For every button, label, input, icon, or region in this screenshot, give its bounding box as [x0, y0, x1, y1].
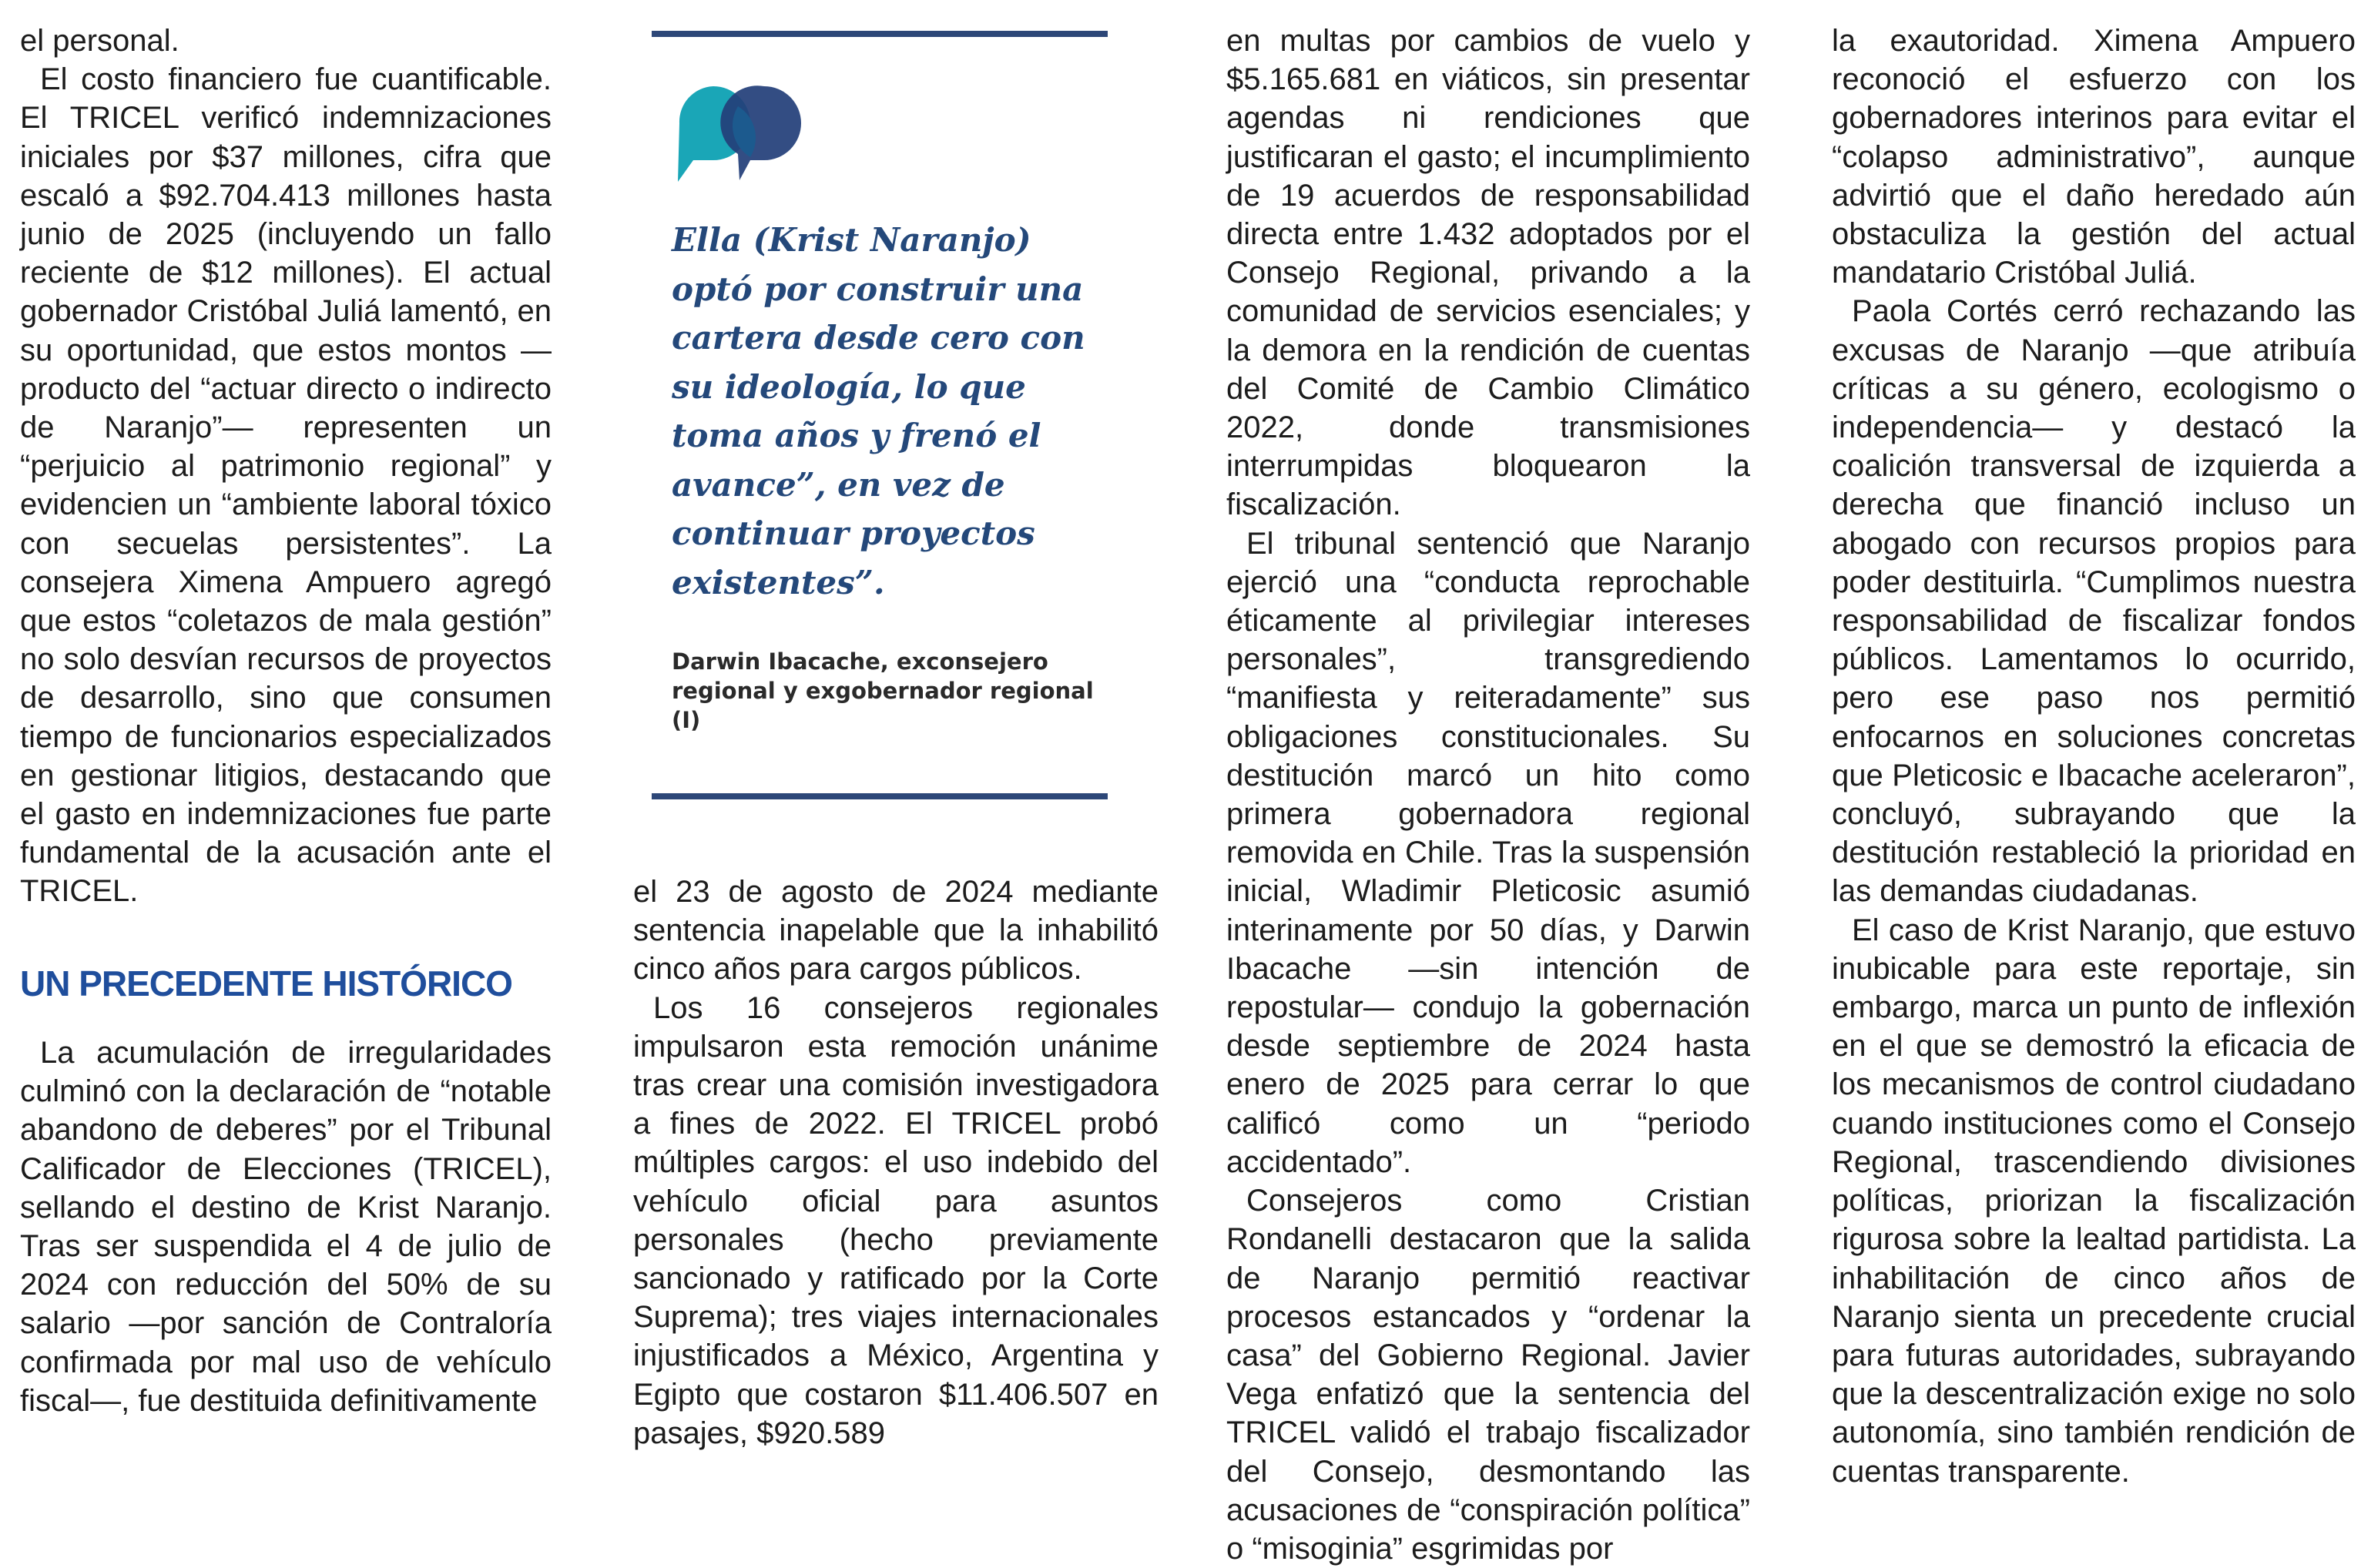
paragraph: en multas por cambios de vuelo y $5.165.681 en viáticos, sin presentar agendas ni rendiciones que justificaran el gasto; el incumplimiento de 19 acuerdos de responsabilidad directa entre 1.432 adoptados por el Consejo Regional, privando a la comunidad de servicios esenciales; y la demora en la rendición de cuentas del Comité de Cambio Climático 2022, donde transmisiones interrumpidas bloquearon la fiscalización.	[1226, 24, 1750, 522]
paragraph: la exautoridad. Ximena Ampuero reconoció el esfuerzo con los gobernadores interinos para evitar el “colapso administrativo”, aunque advirtió que el daño heredado aún obstaculiza la gestión del actual mandatario Cristóbal Juliá.	[1832, 24, 2356, 290]
paragraph: el personal.	[20, 24, 179, 58]
column-2	[633, 873, 1159, 1452]
pull-quote-attribution: Darwin Ibacache, exconsejero regional y exgobernador regional (I)	[672, 648, 1094, 733]
column-1	[20, 22, 552, 911]
paragraph: Los 16 consejeros regionales impulsaron esta remoción unánime tras crear una comisión investigadora a fines de 2022. El TRICEL probó múltiples cargos: el uso indebido del vehículo oficial para asuntos personales (hecho previamente sancionado y ratificado por la Corte Suprema); tres viajes internacionales injustificados a México, Argentina y Egipto que costaron $11.406.507 en pasajes, $920.589	[633, 990, 1159, 1450]
paragraph: El tribunal sentenció que Naranjo ejerció una “conducta reprochable éticamente al privilegiar intereses personales”, transgrediendo “manifiesta y reiteradamente” sus obligaciones constitucionales. Su destitución marcó un hito como primera gobernadora regional removida en Chile. Tras la suspensión inicial, Wladimir Pleticosic asumió interinamente por 50 días, y Darwin Ibacache —sin intención de repostular— condujo la gobernación desde septiembre de 2024 hasta enero de 2025 para cerrar lo que calificó como un “periodo accidentado”.	[1226, 526, 1750, 1179]
paragraph: Consejeros como Cristian Rondanelli destacaron que la salida de Naranjo permitió reactivar procesos estancados y “ordenar la casa” del Gobierno Regional. Javier Vega enfatizó que la sentencia del TRICEL validó el trabajo fiscalizador del Consejo, desmontando las acusaciones de “conspiración política” o “misoginia” esgrimidas por	[1226, 1184, 1750, 1566]
pull-quote-bottom-rule	[652, 793, 1108, 799]
pull-quote-top-rule	[652, 31, 1108, 37]
section-heading: UN PRECEDENTE HISTÓRICO	[20, 963, 512, 1003]
column-1-continued	[20, 1034, 552, 1420]
pull-quote	[652, 31, 1106, 809]
paragraph: El caso de Krist Naranjo, que estuvo inubicable para este reportaje, sin embargo, marca un punto de inflexión en el que se demostró la eficacia de los mecanismos de control ciudadano cuando instituciones como el Consejo Regional, trascendiendo divisiones políticas, priorizan la fiscalización rigurosa sobre la lealtad partidista. La inhabilitación de cinco años de Naranjo sienta un precedente crucial para futuras autoridades, subrayando que la descentralización exige no solo autonomía, sino también rendición de cuentas transparente.	[1832, 913, 2356, 1489]
paragraph: El costo financiero fue cuantificable. El TRICEL verificó indemnizaciones iniciales por $37 millones, cifra que escaló a $92.704.413 millones hasta junio de 2025 (incluyendo un fallo reciente de $12 millones). El actual gobernador Cristóbal Juliá lamentó, en su oportunidad, que estos montos —producto del “actuar directo o indirecto de Naranjo”— representen un “perjuicio al patrimonio regional” y evidencien un “ambiente laboral tóxico con secuelas persistentes”. La consejera Ximena Ampuero agregó que estos “coletazos de mala gestión” no solo desvían recursos de proyectos de desarrollo, sino que consumen tiempo de funcionarios especializados en gestionar litigios, destacando que el gasto en indemnizaciones fue parte fundamental de la acusación ante el TRICEL.	[20, 62, 552, 909]
column-3	[1226, 22, 1750, 1568]
pull-quote-text: Ella (Krist Naranjo) optó por construir una cartera desde cero con su ideología, lo que toma años y frenó el avance”, en vez de continuar proyectos existentes”.	[672, 221, 1085, 601]
column-4	[1832, 22, 2356, 1491]
paragraph: Paola Cortés cerró rechazando las excusas de Naranjo —que atribuía críticas a su género, ecologismo o independencia— y destacó la coalición transversal de izquierda a derecha que financió incluso un abogado con recursos propios para poder destituirla. “Cumplimos nuestra responsabilidad de fiscalizar fondos públicos. Lamentamos lo ocurrido, pero ese paso nos permitió enfocarnos en soluciones concretas que Pleticosic e Ibacache aceleraron”, concluyó, subrayando que la destitución restableció la prioridad en las demandas ciudadanas.	[1832, 294, 2356, 909]
speech-bubbles-icon	[673, 83, 843, 206]
paragraph: La acumulación de irregularidades culminó con la declaración de “notable abandono de deberes” por el Tribunal Calificador de Elecciones (TRICEL), sellando el destino de Krist Naranjo. Tras ser suspendida el 4 de julio de 2024 con reducción del 50% de su salario —por sanción de Contraloría confirmada por mal uso de vehículo fiscal—, fue destituida definitivamente	[20, 1036, 552, 1418]
paragraph: el 23 de agosto de 2024 mediante sentencia inapelable que la inhabilitó cinco años para cargos públicos.	[633, 875, 1159, 987]
